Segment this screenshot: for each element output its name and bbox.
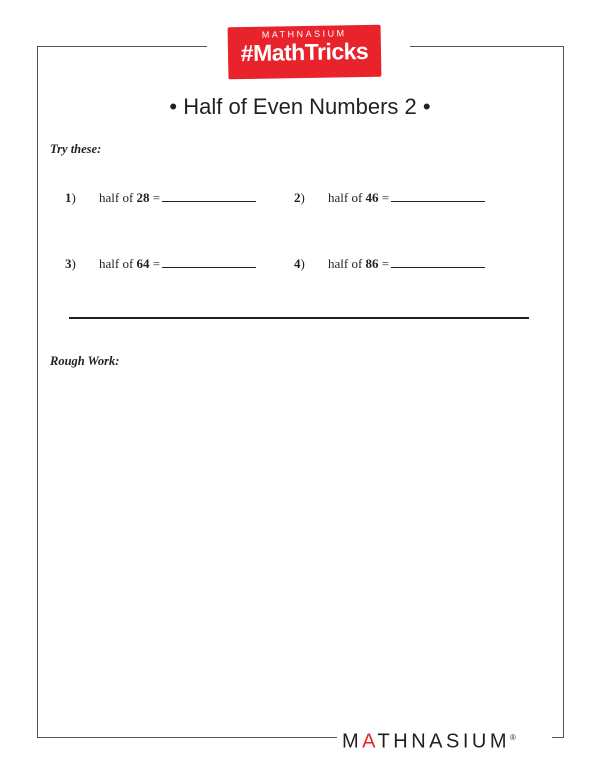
problem-number: 2) — [294, 190, 305, 205]
frame-top-right — [410, 46, 564, 47]
page-title: • Half of Even Numbers 2 • — [169, 94, 431, 119]
answer-blank[interactable] — [162, 256, 256, 268]
try-these-label: Try these: — [50, 142, 102, 156]
header-brand: MATHNASIUM — [261, 28, 347, 40]
answer-blank[interactable] — [391, 256, 485, 268]
problem-number: 1) — [65, 190, 76, 205]
problem-number: 4) — [294, 256, 305, 271]
frame-top-left — [37, 46, 207, 47]
problem-number: 3) — [65, 256, 76, 271]
frame-right — [563, 46, 564, 738]
frame-bottom-right — [552, 737, 564, 738]
header-logo-badge — [228, 25, 382, 80]
problem-expression: half of 28 = — [99, 190, 256, 206]
footer-logo: MATHNASIUM® — [342, 730, 516, 753]
frame-bottom — [37, 737, 337, 738]
problem-expression: half of 46 = — [328, 190, 485, 206]
frame-left — [37, 46, 38, 738]
answer-blank[interactable] — [162, 190, 256, 202]
section-divider — [69, 317, 529, 319]
problem-expression: half of 86 = — [328, 256, 485, 272]
answer-blank[interactable] — [391, 190, 485, 202]
header-tagline: #MathTricks — [240, 37, 369, 67]
problem-expression: half of 64 = — [99, 256, 256, 272]
rough-work-label: Rough Work: — [50, 354, 120, 368]
